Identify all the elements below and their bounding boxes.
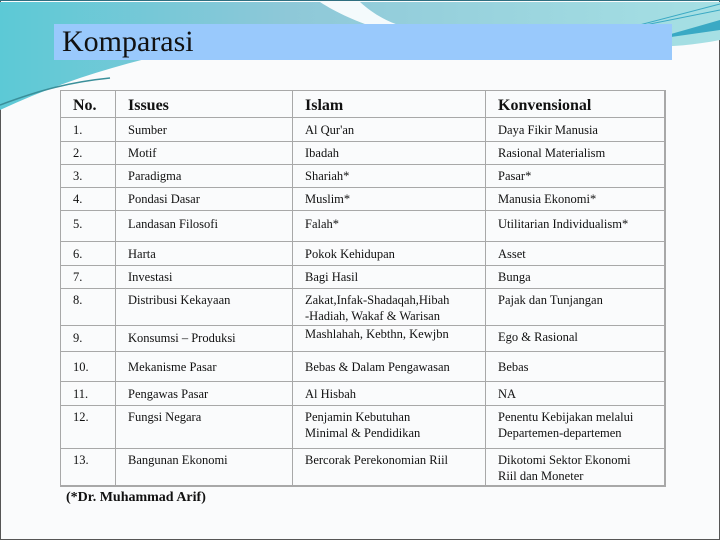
table-row xyxy=(61,242,666,266)
cell-issue: Konsumsi – Produksi xyxy=(116,326,293,352)
table-row xyxy=(61,118,666,142)
table-row xyxy=(61,382,666,406)
title-bar xyxy=(54,24,672,60)
cell-islam-line1: Zakat,Infak-Shadaqah,Hibah xyxy=(305,293,450,307)
cell-no: 13. xyxy=(61,449,116,486)
cell-islam-line1: Penjamin Kebutuhan xyxy=(305,410,411,424)
cell-no: 8. xyxy=(61,289,116,326)
cell-issue: Fungsi Negara xyxy=(116,406,293,449)
table-row xyxy=(61,449,666,486)
cell-issue: Harta xyxy=(116,242,293,266)
cell-islam: Ibadah xyxy=(293,142,486,165)
cell-islam: Pokok Kehidupan xyxy=(293,242,486,266)
cell-konvensional-line1: Dikotomi Sektor Ekonomi xyxy=(498,453,631,467)
cell-issue: Paradigma xyxy=(116,165,293,188)
cell-islam xyxy=(293,406,486,449)
cell-konvensional-line2: Riil dan Moneter xyxy=(498,469,584,483)
cell-issue: Pengawas Pasar xyxy=(116,382,293,406)
cell-issue: Motif xyxy=(116,142,293,165)
table-row xyxy=(61,165,666,188)
cell-konvensional: Daya Fikir Manusia xyxy=(486,118,666,142)
table-row xyxy=(61,289,666,326)
cell-konvensional: Ego & Rasional xyxy=(486,326,666,352)
cell-issue: Pondasi Dasar xyxy=(116,188,293,211)
table-row xyxy=(61,266,666,289)
table-row xyxy=(61,406,666,449)
cell-issue: Landasan Filosofi xyxy=(116,211,293,242)
cell-issue: Bangunan Ekonomi xyxy=(116,449,293,486)
comparison-table xyxy=(60,90,666,487)
cell-islam: Muslim* xyxy=(293,188,486,211)
cell-konvensional: Pajak dan Tunjangan xyxy=(486,289,666,326)
cell-konvensional: Bunga xyxy=(486,266,666,289)
cell-no: 7. xyxy=(61,266,116,289)
cell-konvensional: Bebas xyxy=(486,352,666,382)
cell-no: 12. xyxy=(61,406,116,449)
cell-konvensional: Utilitarian Individualism* xyxy=(486,211,666,242)
cell-konvensional: Asset xyxy=(486,242,666,266)
cell-no: 2. xyxy=(61,142,116,165)
slide-title: Komparasi xyxy=(62,25,194,58)
cell-issue: Distribusi Kekayaan xyxy=(116,289,293,326)
cell-konvensional xyxy=(486,449,666,486)
source-footnote: (*Dr. Muhammad Arif) xyxy=(66,490,206,505)
header-no: No. xyxy=(61,91,116,118)
cell-islam xyxy=(293,289,486,326)
cell-konvensional xyxy=(486,406,666,449)
table-row xyxy=(61,326,666,352)
cell-no: 1. xyxy=(61,118,116,142)
cell-islam-line2: -Hadiah, Wakaf & Warisan xyxy=(305,309,440,323)
cell-islam: Bercorak Perekonomian Riil xyxy=(293,449,486,486)
cell-no: 4. xyxy=(61,188,116,211)
cell-issue: Mekanisme Pasar xyxy=(116,352,293,382)
cell-konvensional: Rasional Materialism xyxy=(486,142,666,165)
cell-islam: Al Qur'an xyxy=(293,118,486,142)
cell-islam: Falah* xyxy=(293,211,486,242)
cell-konvensional: Manusia Ekonomi* xyxy=(486,188,666,211)
cell-no: 11. xyxy=(61,382,116,406)
cell-islam: Shariah* xyxy=(293,165,486,188)
table-row xyxy=(61,352,666,382)
table-row xyxy=(61,142,666,165)
cell-no: 9. xyxy=(61,326,116,352)
cell-islam-line2: Minimal & Pendidikan xyxy=(305,426,421,440)
cell-no: 3. xyxy=(61,165,116,188)
cell-islam: Bebas & Dalam Pengawasan xyxy=(293,352,486,382)
cell-konvensional: Pasar* xyxy=(486,165,666,188)
cell-no: 5. xyxy=(61,211,116,242)
cell-issue: Sumber xyxy=(116,118,293,142)
cell-konvensional-line2: Departemen-departemen xyxy=(498,426,622,440)
header-issues: Issues xyxy=(116,91,293,118)
table-header-row xyxy=(61,91,666,118)
header-konvensional: Konvensional xyxy=(486,91,666,118)
cell-issue: Investasi xyxy=(116,266,293,289)
cell-no: 10. xyxy=(61,352,116,382)
cell-no: 6. xyxy=(61,242,116,266)
cell-konvensional-line1: Penentu Kebijakan melalui xyxy=(498,410,634,424)
cell-konvensional: NA xyxy=(486,382,666,406)
cell-islam: Al Hisbah xyxy=(293,382,486,406)
table-row xyxy=(61,188,666,211)
cell-islam: Mashlahah, Kebthn, Kewjbn xyxy=(293,326,486,352)
cell-islam: Bagi Hasil xyxy=(293,266,486,289)
table-row xyxy=(61,211,666,242)
header-islam: Islam xyxy=(293,91,486,118)
